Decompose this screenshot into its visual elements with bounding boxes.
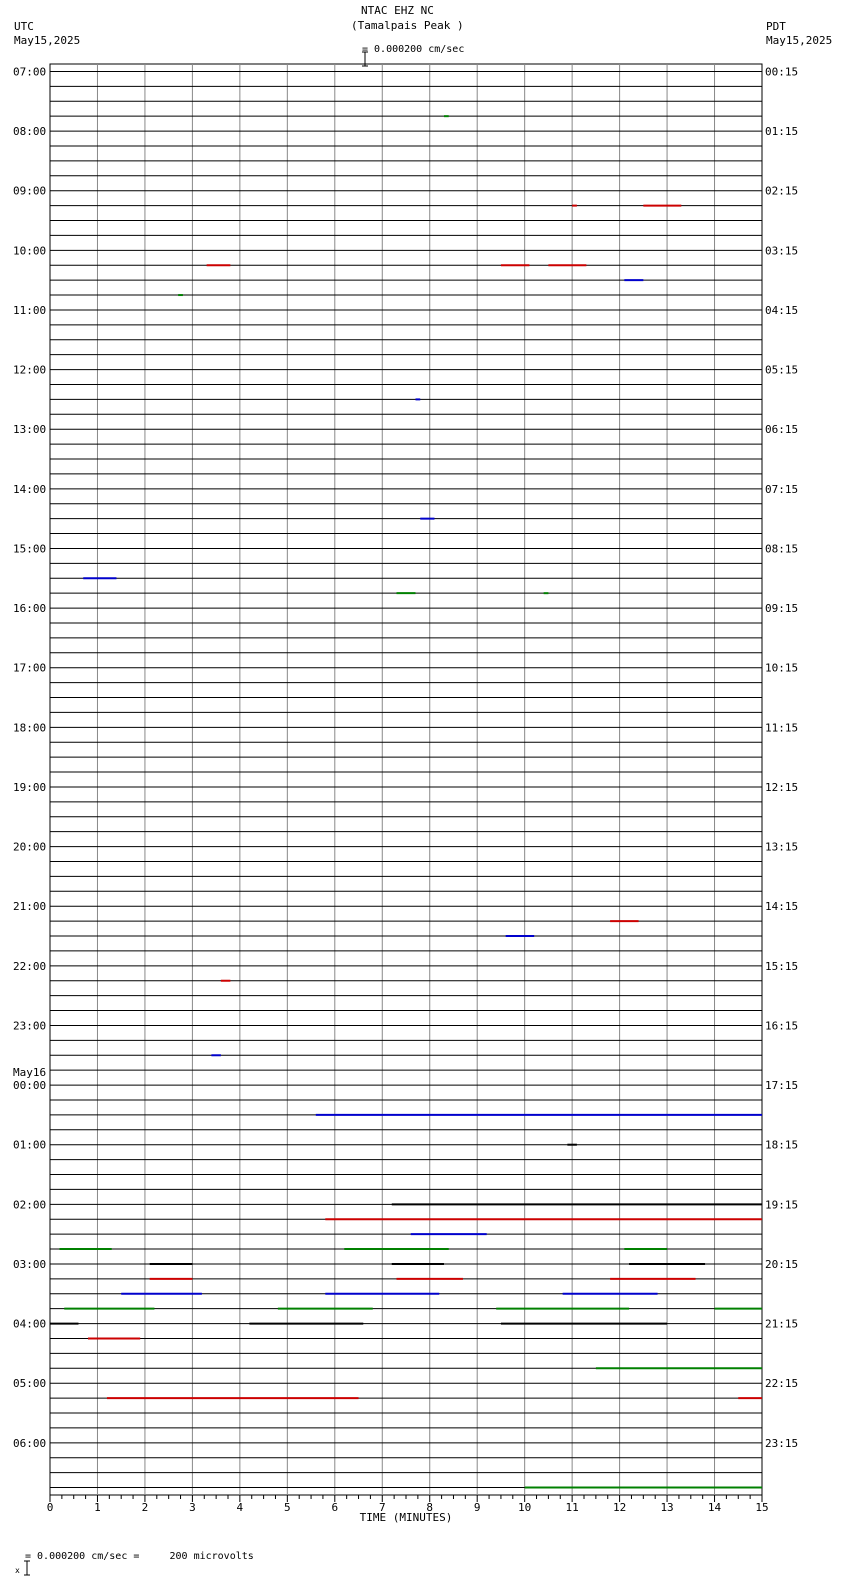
left-hour-label: 06:00: [13, 1436, 47, 1450]
right-hour-label: 02:15: [765, 184, 799, 198]
x-tick-label: 1: [94, 1501, 101, 1514]
right-date: May15,2025: [766, 34, 833, 47]
right-hour-label: 23:15: [765, 1436, 799, 1450]
site-title: (Tamalpais Peak ): [351, 19, 464, 32]
left-hour-label: 00:00: [13, 1079, 47, 1093]
x-tick-label: 0: [46, 1501, 54, 1514]
left-hour-label: 02:00: [13, 1198, 47, 1212]
right-hour-label: 00:15: [765, 65, 799, 79]
right-hour-label: 21:15: [765, 1317, 799, 1331]
left-hour-label: 15:00: [13, 542, 47, 556]
left-hour-label: 16:00: [13, 602, 47, 616]
left-hour-label: 22:00: [13, 959, 47, 973]
right-hour-label: 08:15: [765, 542, 799, 556]
right-hour-label: 16:15: [765, 1019, 799, 1033]
right-hour-label: 06:15: [765, 423, 799, 437]
right-hour-label: 09:15: [765, 602, 799, 616]
x-axis-title: TIME (MINUTES): [359, 1511, 453, 1524]
x-tick-label: 4: [236, 1501, 244, 1514]
left-hour-label: 13:00: [13, 423, 47, 437]
left-hour-label: 14:00: [13, 482, 47, 496]
left-date-label: May16: [13, 1066, 47, 1080]
left-hour-label: 08:00: [13, 125, 47, 139]
plot-frame: [50, 64, 762, 1495]
right-hour-label: 19:15: [765, 1198, 799, 1212]
right-timezone: PDT: [766, 20, 786, 33]
footer-scale-icon: [2, 1546, 21, 1575]
left-hour-label: 20:00: [13, 840, 47, 854]
left-hour-label: 10:00: [13, 244, 47, 258]
right-hour-label: 18:15: [765, 1138, 799, 1152]
left-hour-label: 03:00: [13, 1257, 47, 1271]
station-title: NTAC EHZ NC: [361, 4, 434, 17]
scale-text: = 0.000200 cm/sec: [362, 44, 465, 55]
right-hour-label: 04:15: [765, 303, 799, 317]
left-hour-label: 11:00: [13, 303, 47, 317]
right-hour-label: 20:15: [765, 1257, 799, 1271]
right-hour-label: 15:15: [765, 959, 799, 973]
left-hour-label: 21:00: [13, 900, 47, 914]
left-date: May15,2025: [14, 34, 81, 47]
left-hour-label: 23:00: [13, 1019, 47, 1033]
right-hour-label: 17:15: [765, 1079, 799, 1093]
x-tick-label: 7: [378, 1501, 386, 1514]
x-tick-label: 8: [426, 1501, 434, 1514]
right-hour-label: 05:15: [765, 363, 799, 377]
x-tick-label: 12: [612, 1501, 627, 1514]
x-tick-label: 15: [755, 1501, 769, 1514]
x-tick-label: 3: [189, 1501, 196, 1514]
left-hour-label: 19:00: [13, 780, 47, 794]
left-hour-label: 09:00: [13, 184, 47, 198]
left-hour-label: 07:00: [13, 65, 47, 79]
left-hour-label: 05:00: [13, 1377, 47, 1391]
right-hour-label: 12:15: [765, 780, 799, 794]
x-tick-label: 10: [518, 1501, 532, 1514]
x-tick-label: 6: [331, 1501, 339, 1514]
left-timezone: UTC: [14, 20, 34, 33]
right-hour-label: 03:15: [765, 244, 799, 258]
x-tick-label: 14: [707, 1501, 722, 1514]
x-tick-label: 11: [565, 1501, 579, 1514]
x-tick-label: 2: [141, 1501, 149, 1514]
left-hour-label: 12:00: [13, 363, 47, 377]
scale-bar-icon: [348, 38, 356, 54]
left-hour-label: 18:00: [13, 721, 47, 735]
svg-text:x: x: [15, 1566, 21, 1575]
right-hour-label: 11:15: [765, 721, 799, 735]
left-hour-label: 04:00: [13, 1317, 47, 1331]
right-hour-label: 01:15: [765, 125, 799, 139]
right-hour-label: 22:15: [765, 1377, 799, 1391]
left-hour-label: 01:00: [13, 1138, 47, 1152]
right-hour-label: 13:15: [765, 840, 799, 854]
x-tick-label: 13: [660, 1501, 674, 1514]
x-tick-label: 9: [473, 1501, 481, 1514]
right-hour-label: 07:15: [765, 482, 799, 496]
x-tick-label: 5: [284, 1501, 291, 1514]
right-hour-label: 10:15: [765, 661, 799, 675]
right-hour-label: 14:15: [765, 900, 799, 914]
footer-scale-text: = 0.000200 cm/sec = 200 microvolts: [25, 1551, 254, 1562]
left-hour-label: 17:00: [13, 661, 47, 675]
